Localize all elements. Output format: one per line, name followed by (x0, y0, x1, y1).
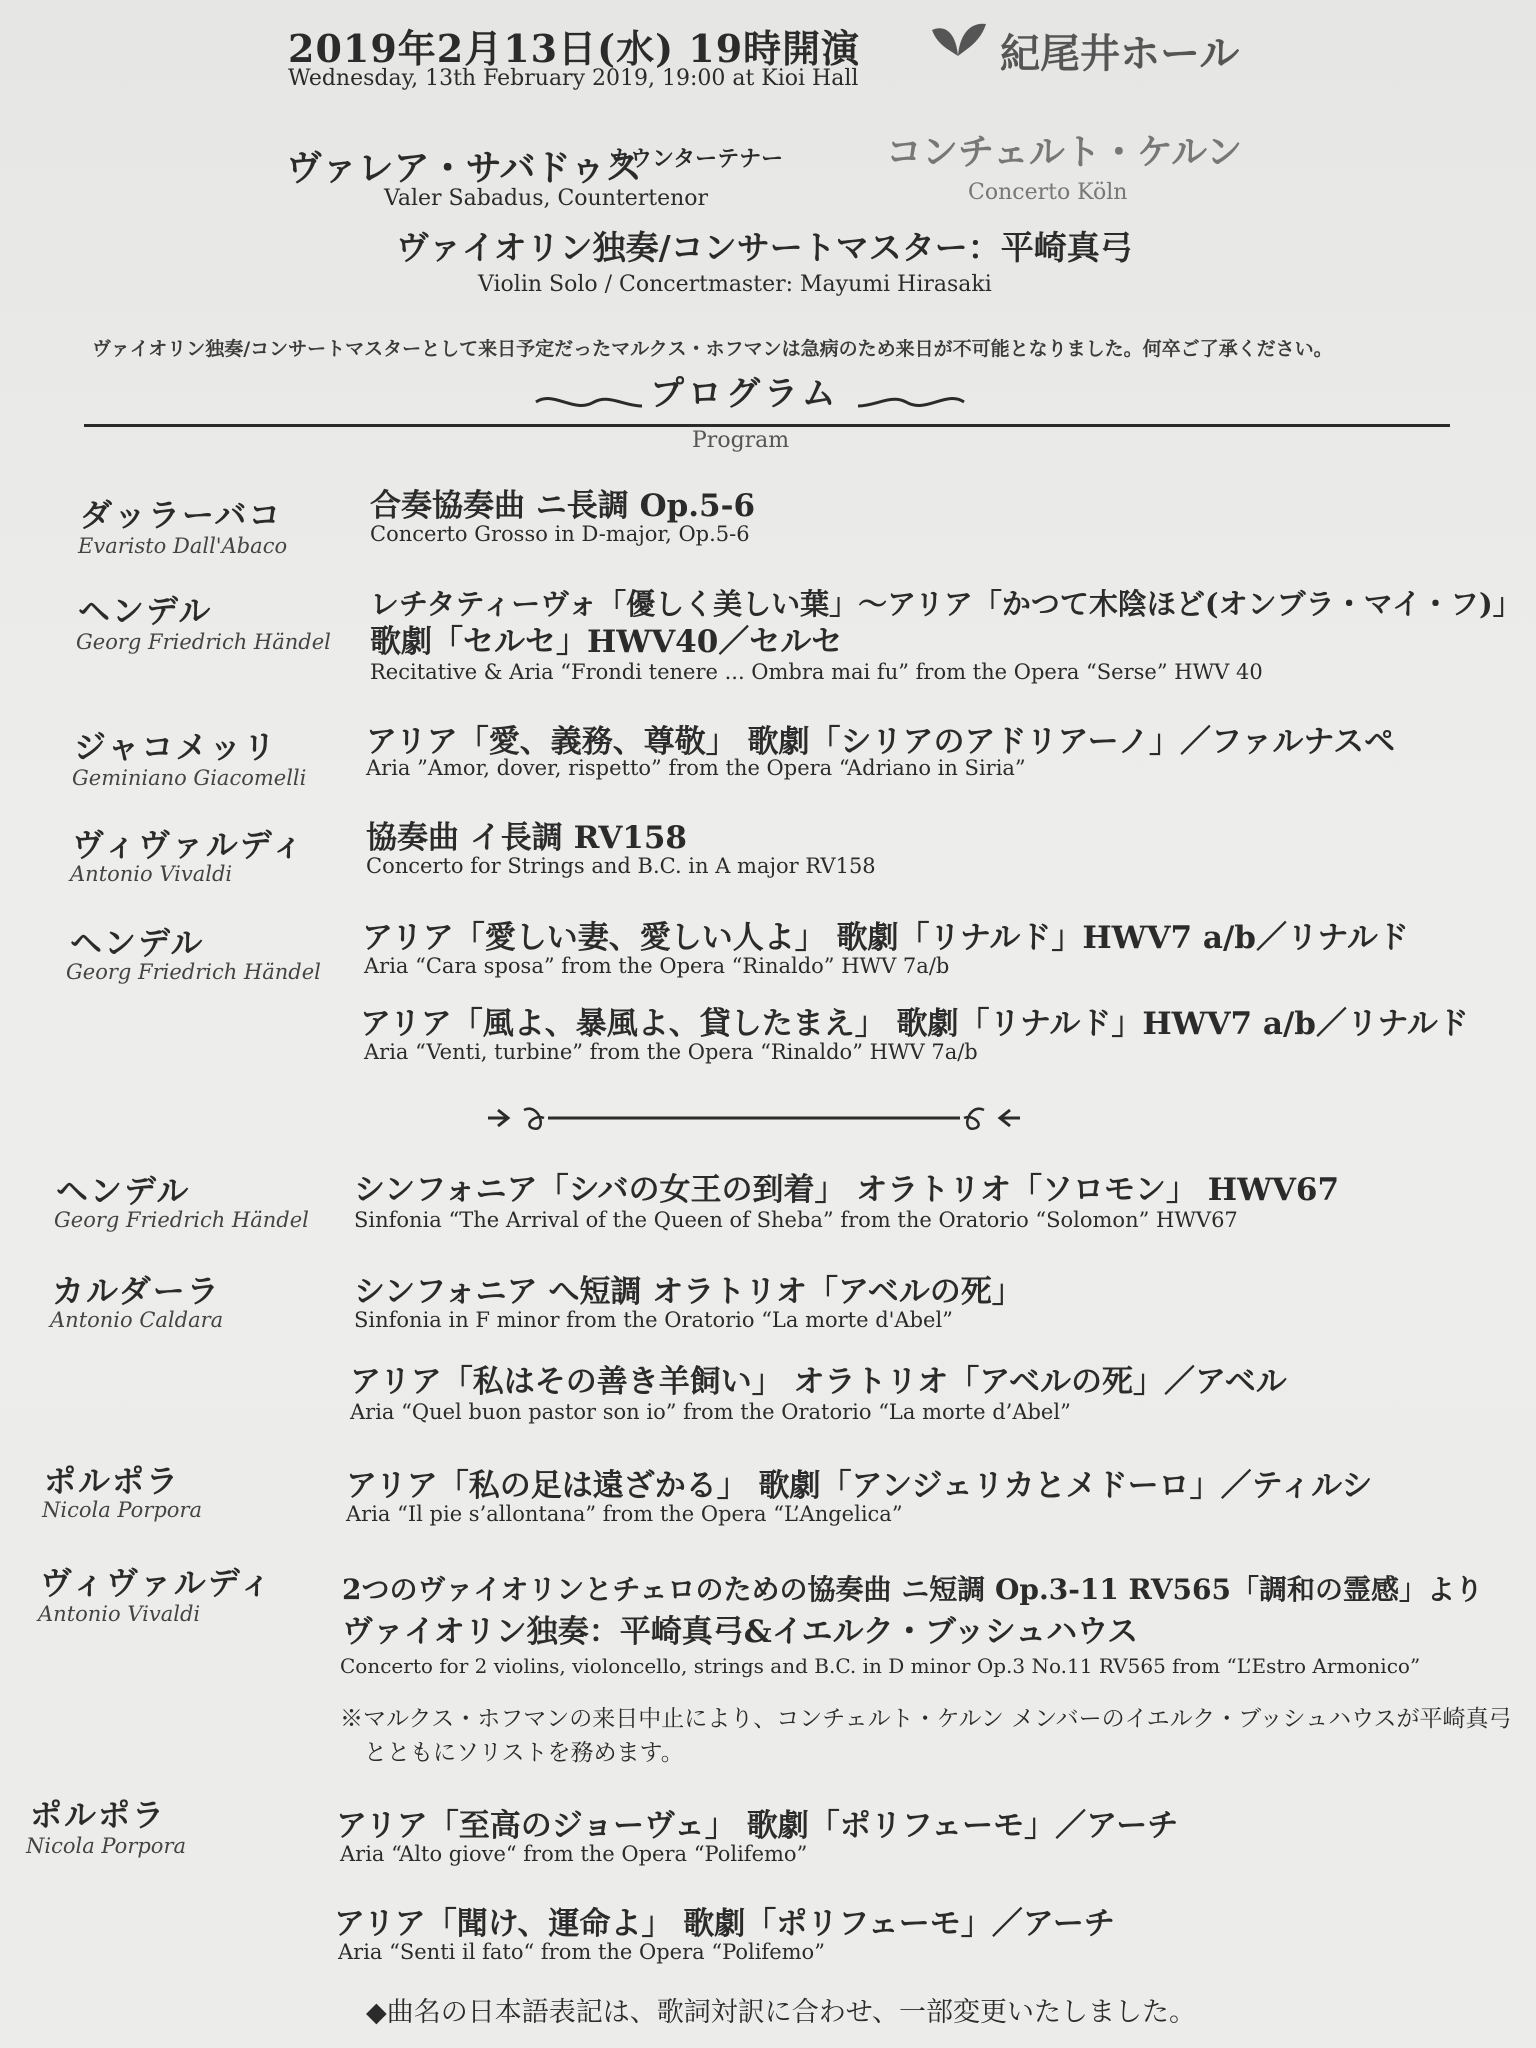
composer-name-en: Georg Friedrich Händel (54, 1208, 309, 1232)
intermission-divider-icon (484, 1100, 1024, 1136)
work-title-en: Aria “Venti, turbine” from the Opera “Rinaldo” HWV 7a/b (364, 1040, 978, 1064)
work-title-jp: アリア「愛しい妻、愛しい人よ」 歌劇「リナルド」HWV7 a/b／リナルド (362, 920, 1409, 956)
left-flourish-icon (534, 384, 644, 420)
composer-name-jp: ダッラーバコ (80, 496, 283, 534)
composer-name-en: Georg Friedrich Händel (66, 960, 321, 984)
leaf-logo-icon (928, 20, 990, 64)
composer-name-jp: カルダーラ (52, 1272, 221, 1310)
composer-name-jp: ヘンデル (70, 924, 205, 962)
work-title-en: Sinfonia in F minor from the Oratorio “La morte d'Abel” (354, 1308, 953, 1332)
work-title-en: Aria “Il pie s’allontana” from the Opera “L’Angelica” (346, 1502, 903, 1526)
hall-name: 紀尾井ホール (1000, 30, 1240, 77)
cancellation-notice: ヴァイオリン独奏/コンサートマスターとして来日予定だったマルクス・ホフマンは急病のため来日が不可能となりました。何卒ご了承ください。 (92, 338, 1333, 360)
composer-name-jp: ヘンデル (56, 1172, 191, 1210)
program-rule (84, 424, 1450, 427)
work-title-jp: シンフォニア へ短調 オラトリオ「アベルの死」 (354, 1274, 1023, 1310)
composer-name-jp: ポルポラ (30, 1796, 167, 1834)
work-title-jp: 2つのヴァイオリンとチェロのための協奏曲 ニ短調 Op.3-11 RV565「調和の霊感」より (342, 1573, 1483, 1606)
composer-name-jp: ヴィヴァルディ (72, 826, 306, 864)
composer-name-en: Geminiano Giacomelli (72, 766, 307, 790)
work-title-jp: アリア「至高のジョーヴェ」 歌劇「ポリフェーモ」／アーチ (336, 1808, 1179, 1844)
work-title-en: Recitative & Aria “Frondi tenere ... Ombra mai fu” from the Opera “Serse” HWV 40 (370, 660, 1263, 684)
work-title-en: Aria “Alto giove“ from the Opera “Polifemo” (340, 1842, 808, 1866)
composer-name-jp: ヘンデル (78, 592, 213, 630)
composer-name-en: Georg Friedrich Händel (76, 630, 331, 654)
work-title-jp: アリア「聞け、運命よ」 歌劇「ポリフェーモ」／アーチ (334, 1906, 1115, 1942)
work-title-jp: アリア「愛、義務、尊敬」 歌劇「シリアのアドリアーノ」／ファルナスペ (366, 724, 1396, 760)
composer-name-en: Antonio Caldara (50, 1308, 224, 1332)
composer-name-jp: ヴィヴァルディ (40, 1564, 274, 1602)
composer-name-en: Antonio Vivaldi (70, 862, 233, 886)
work-title-en: Aria “Cara sposa” from the Opera “Rinaldo” HWV 7a/b (364, 954, 950, 978)
work-title-jp: アリア「私の足は遠ざかる」 歌劇「アンジェリカとメドーロ」／ティルシ (346, 1468, 1373, 1504)
work-title-en: Concerto for 2 violins, violoncello, strings and B.C. in D minor Op.3 No.11 RV565 from “L’Estro Armonico” (340, 1654, 1421, 1678)
program-heading-jp: プログラム (650, 374, 840, 414)
concert-date-jp: 2019年2月13日(水) 19時開演 (288, 26, 861, 71)
work-title-jp: シンフォニア「シバの女王の到着」 オラトリオ「ソロモン」 HWV67 (354, 1172, 1340, 1208)
ensemble-name-en: Concerto Köln (968, 180, 1128, 205)
concert-date-en: Wednesday, 13th February 2019, 19:00 at Kioi Hall (288, 66, 859, 91)
work-title-en: Concerto Grosso in D-major, Op.5-6 (370, 522, 750, 546)
work-opera-jp: 歌劇「セルセ」HWV40／セルセ (370, 624, 843, 660)
program-heading-en: Program (692, 428, 790, 453)
work-title-en: Sinfonia “The Arrival of the Queen of Sheba” from the Oratorio “Solomon” HWV67 (354, 1208, 1238, 1232)
work-title-jp: アリア「私はその善き羊飼い」 オラトリオ「アベルの死」／アベル (350, 1364, 1287, 1400)
work-title-en: Aria “Quel buon pastor son io” from the Oratorio “La morte d’Abel” (350, 1400, 1071, 1424)
composer-name-jp: ジャコメッリ (74, 728, 278, 766)
composer-name-jp: ポルポラ (44, 1462, 181, 1500)
soloist-change-note: ※マルクス・ホフマンの来日中止により、コンチェルト・ケルン メンバーのイエルク・ブッシュハウスが平崎真弓 (340, 1706, 1512, 1732)
title-notation-note: ◆曲名の日本語表記は、歌詞対訳に合わせ、一部変更いたしました。 (366, 1997, 1196, 2028)
work-title-en: Concerto for Strings and B.C. in A major RV158 (366, 854, 876, 878)
singer-name-jp: ヴァレア・サバドゥス (286, 147, 642, 189)
work-title-jp: 合奏協奏曲 ニ長調 Op.5-6 (370, 488, 756, 524)
work-title-jp: アリア「風よ、暴風よ、貸したまえ」 歌劇「リナルド」HWV7 a/b／リナルド (360, 1006, 1469, 1042)
ensemble-name-jp: コンチェルト・ケルン (886, 131, 1243, 173)
work-title-jp: レチタティーヴォ「優しく美しい葉」〜アリア「かつて木陰ほど(オンブラ・マイ・フ)」 (370, 587, 1522, 621)
work-soloists-jp: ヴァイオリン独奏：平崎真弓&イエルク・ブッシュハウス (342, 1614, 1139, 1650)
work-title-en: Aria ”Amor, dover, rispetto” from the Opera “Adriano in Siria” (366, 756, 1026, 780)
soloist-change-note-cont: とともにソリストを務めます。 (364, 1740, 684, 1766)
composer-name-en: Nicola Porpora (26, 1834, 187, 1858)
composer-name-en: Antonio Vivaldi (38, 1602, 201, 1626)
work-title-jp: 協奏曲 イ長調 RV158 (366, 820, 688, 856)
violin-soloist-jp: ヴァイオリン独奏/コンサートマスター：平崎真弓 (396, 228, 1133, 267)
singer-name-en: Valer Sabadus, Countertenor (384, 186, 709, 211)
composer-name-en: Nicola Porpora (42, 1498, 203, 1522)
violin-soloist-en: Violin Solo / Concertmaster: Mayumi Hirasaki (478, 272, 992, 297)
singer-role-jp: カウンターテナー (608, 146, 784, 172)
right-flourish-icon (856, 384, 966, 420)
composer-name-en: Evaristo Dall'Abaco (78, 534, 288, 558)
work-title-en: Aria “Senti il fato“ from the Opera “Polifemo” (338, 1940, 825, 1964)
